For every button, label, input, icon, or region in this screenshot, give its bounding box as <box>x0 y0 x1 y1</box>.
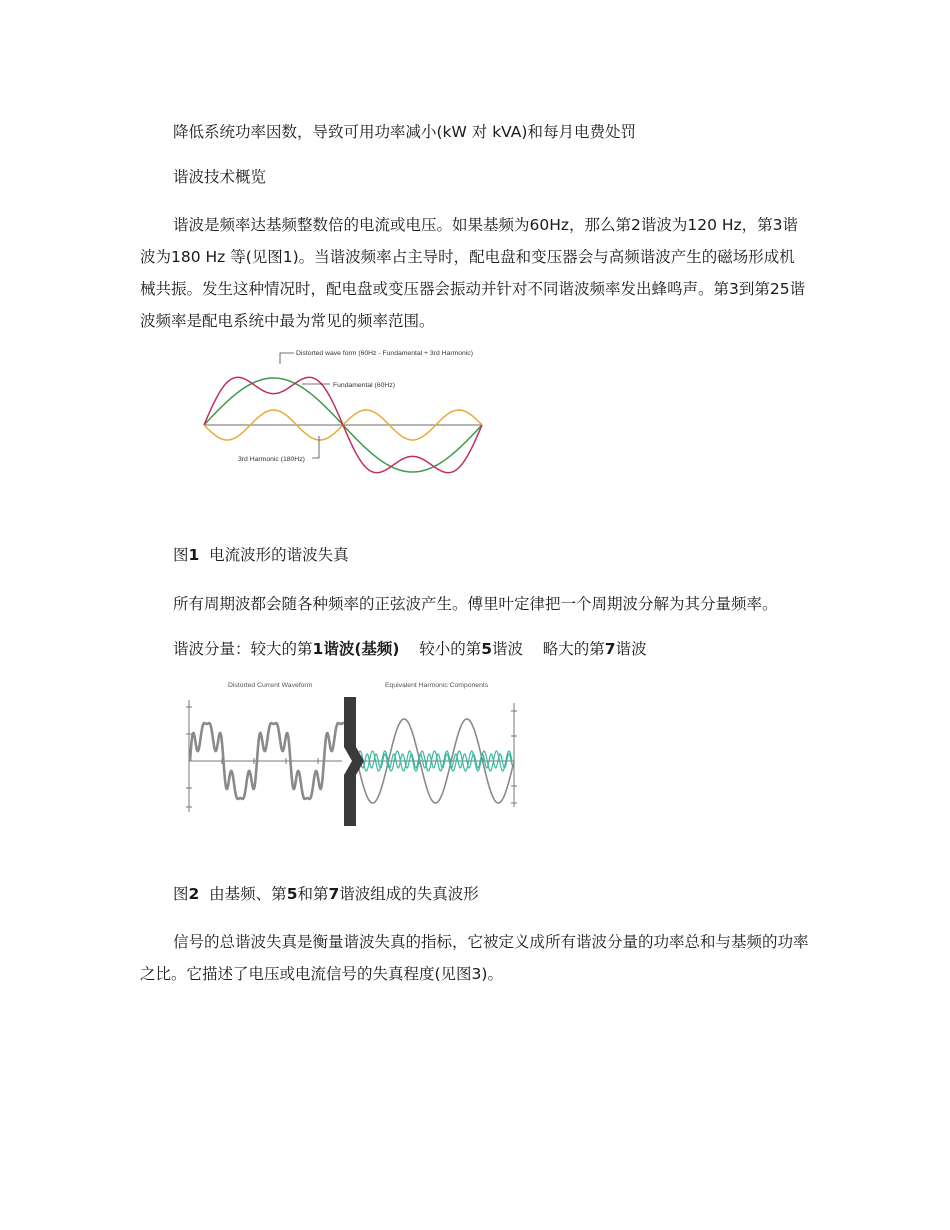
fig1-label-third: 3rd Harmonic (180Hz) <box>238 456 305 463</box>
fig2-caption-prefix: 图 <box>173 885 189 903</box>
figure-1-caption <box>173 539 349 571</box>
fig1-caption-number: 1 <box>188 546 200 564</box>
fig1-leader-distorted <box>280 353 294 364</box>
components-part-5: 略大的第 <box>542 640 605 658</box>
fig2-caption-number: 2 <box>188 885 200 903</box>
fig2-left-ticks <box>186 707 318 807</box>
intro-paragraph: 谐波是频率达基频整数倍的电流或电压。如果基频为60Hz，那么第2谐波为120 Hz，第3谐波为180 Hz 等(见图1)。当谐波频率占主导时，配电盘和变压器会与高频谐波产生的磁场形成机械共振。发生这种情况时，配电盘或变压器会振动并针对不同谐波频率发出蜂鸣声。第3到第25谐波频率是配电系统中最为常见的频率范围。 <box>140 216 806 330</box>
fourier-sentence: 所有周期波都会随各种频率的正弦波产生。傅里叶定律把一个周期波分解为其分量频率。 <box>173 595 778 613</box>
figure-1-harmonic-distortion <box>190 340 510 500</box>
fig1-caption-text: 电流波形的谐波失真 <box>209 546 349 564</box>
components-n7: 7 <box>604 640 616 658</box>
fig2-caption-part-3: 谐波组成的失真波形 <box>339 885 479 903</box>
components-part-6: 谐波 <box>615 640 647 658</box>
harmonic-components-line <box>173 633 647 665</box>
fig2-caption-n5: 5 <box>286 885 298 903</box>
fig2-caption-n7: 7 <box>328 885 340 903</box>
fig1-caption-prefix: 图 <box>173 546 189 564</box>
power-factor-line: 降低系统功率因数，导致可用功率减小(kW 对 kVA)和每月电费处罚 <box>173 123 636 141</box>
fig2-title-right: Equivalent Harmonic Components <box>385 682 489 689</box>
figure-2-waveform-decomposition <box>182 675 527 830</box>
fig1-label-distorted: Distorted wave form (60Hz - Fundamental + 3rd Harmonic) <box>296 350 473 357</box>
fig2-caption-part-2: 和第 <box>297 885 329 903</box>
fig1-label-fundamental: Fundamental (60Hz) <box>333 382 395 389</box>
components-n5: 5 <box>481 640 493 658</box>
fig2-caption-part-1: 由基频、第 <box>209 885 287 903</box>
components-part-2: 谐波(基频) <box>323 640 400 658</box>
components-part-1: 谐波分量：较大的第 <box>173 640 313 658</box>
section-heading: 谐波技术概览 <box>173 168 267 186</box>
components-part-4: 谐波 <box>492 640 524 658</box>
fig2-title-left: Distorted Current Waveform <box>228 682 313 689</box>
components-n1: 1 <box>312 640 324 658</box>
components-part-3: 较小的第 <box>419 640 482 658</box>
thd-paragraph: 信号的总谐波失真是衡量谐波失真的指标，它被定义成所有谐波分量的功率总和与基频的功率之比。它描述了电压或电流信号的失真程度(见图3)。 <box>140 933 809 983</box>
figure-2-caption <box>173 878 479 910</box>
